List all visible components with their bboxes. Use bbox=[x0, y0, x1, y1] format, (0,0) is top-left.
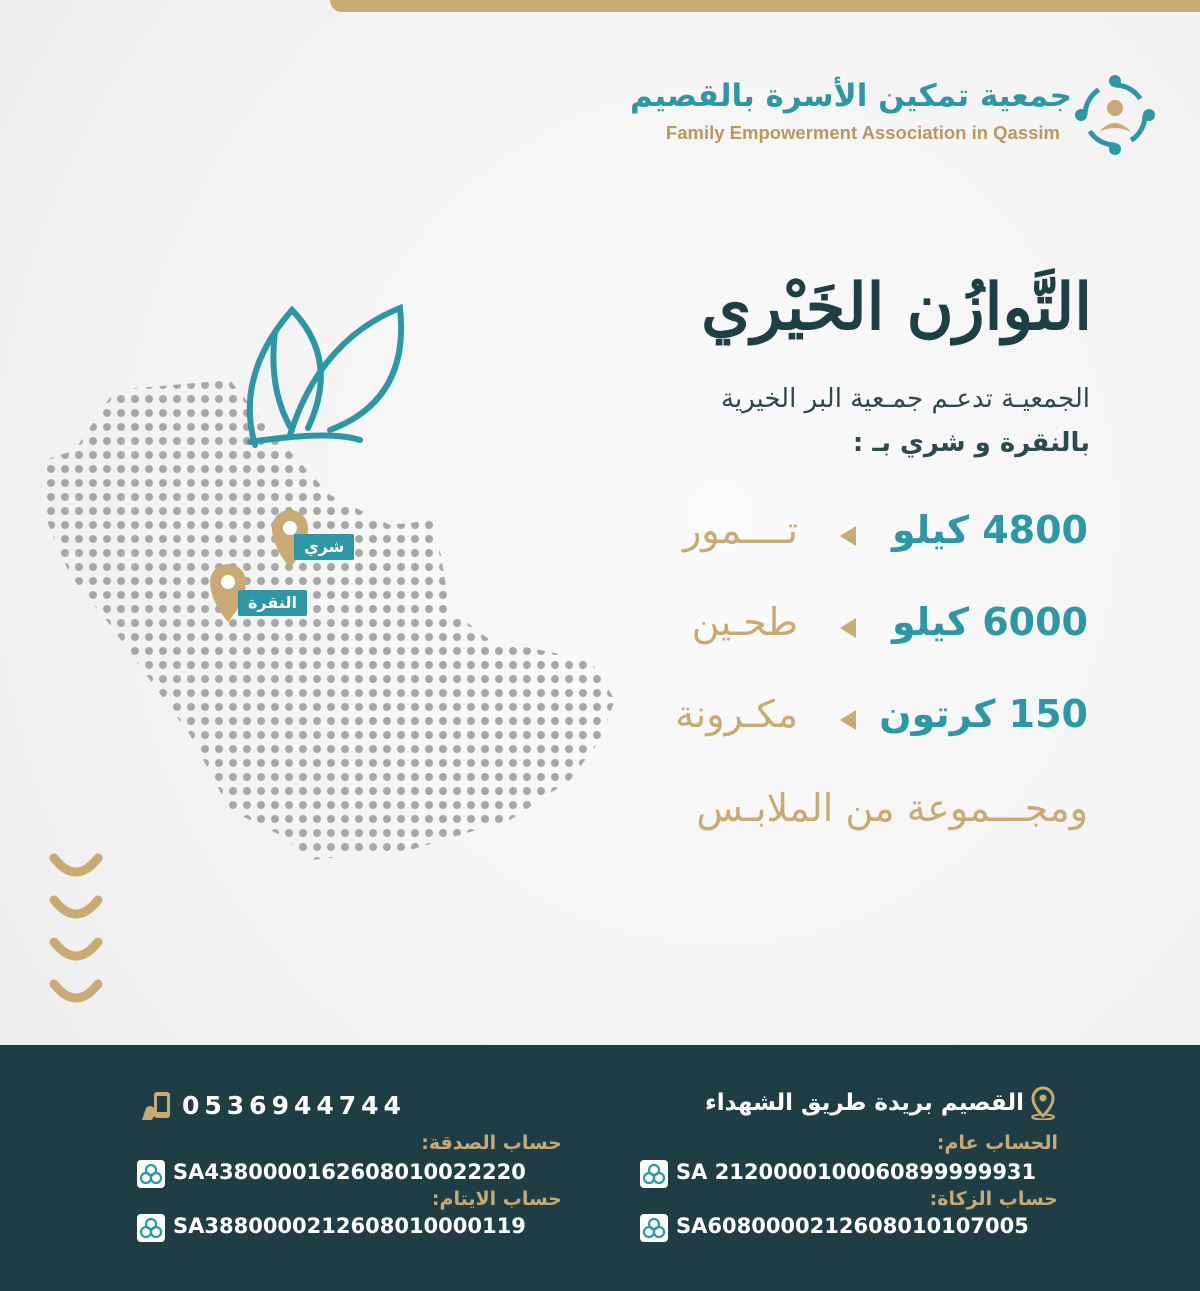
page-title: التَّوازُن الخَيْري bbox=[701, 270, 1092, 345]
bank-icon bbox=[137, 1214, 165, 1242]
donation-quantity: 4800 كيلو bbox=[892, 508, 1088, 552]
donation-row bbox=[608, 508, 1088, 564]
arrow-left-icon bbox=[840, 710, 856, 730]
bank-icon bbox=[137, 1160, 165, 1188]
donation-quantity: 150 كرتون bbox=[879, 692, 1088, 736]
account-label-zakat: حساب الزكاة: bbox=[929, 1188, 1058, 1210]
leaf-icon bbox=[250, 308, 401, 445]
phone-number[interactable]: 0536944744 bbox=[182, 1091, 406, 1120]
donation-item: مكـرونة bbox=[675, 692, 798, 736]
dotted-map bbox=[30, 280, 630, 880]
address: القصيم بريدة طريق الشهداء bbox=[704, 1090, 1024, 1116]
map-pin-label: النقرة bbox=[238, 590, 307, 616]
map-pin-label: شري bbox=[294, 534, 354, 560]
arrow-left-icon bbox=[840, 618, 856, 638]
iban-zakat: SA6080000212608010107005 bbox=[676, 1214, 1029, 1238]
association-logo-icon bbox=[1072, 72, 1158, 158]
account-label-general: الحساب عام: bbox=[936, 1132, 1058, 1154]
account-label-sadaqa: حساب الصدقة: bbox=[421, 1132, 562, 1154]
donation-row bbox=[608, 692, 1088, 748]
logo-name-arabic: جمعية تمكين الأسرة بالقصيم bbox=[630, 78, 1072, 114]
logo-name-english: Family Empowerment Association in Qassim bbox=[665, 122, 1060, 143]
location-pin-icon bbox=[1028, 1086, 1058, 1120]
bank-icon bbox=[640, 1160, 668, 1188]
subtitle-line-2: بالنقرة و شري بـ : bbox=[852, 428, 1090, 458]
iban-orphans: SA3880000212608010000119 bbox=[173, 1214, 526, 1238]
iban-sadaqa: SA4380000162608010022220 bbox=[173, 1160, 526, 1184]
account-label-orphans: حساب الايتام: bbox=[431, 1188, 562, 1210]
phone-icon bbox=[140, 1090, 174, 1122]
iban-general: SA 2120000100060899999931 bbox=[676, 1160, 1037, 1184]
donation-quantity: 6000 كيلو bbox=[892, 600, 1088, 644]
arrow-left-icon bbox=[840, 526, 856, 546]
donation-extra-item: ومجـــموعة من الملابـس bbox=[696, 786, 1088, 830]
decorative-chevrons bbox=[48, 850, 104, 1010]
top-accent-bar bbox=[330, 0, 1200, 12]
donation-row bbox=[608, 600, 1088, 656]
donation-item: تــــمور bbox=[682, 508, 798, 552]
bank-icon bbox=[640, 1214, 668, 1242]
subtitle-line-1: الجمعيـة تدعـم جمـعية البر الخيرية bbox=[721, 384, 1090, 414]
donation-item: طحـين bbox=[691, 600, 798, 644]
